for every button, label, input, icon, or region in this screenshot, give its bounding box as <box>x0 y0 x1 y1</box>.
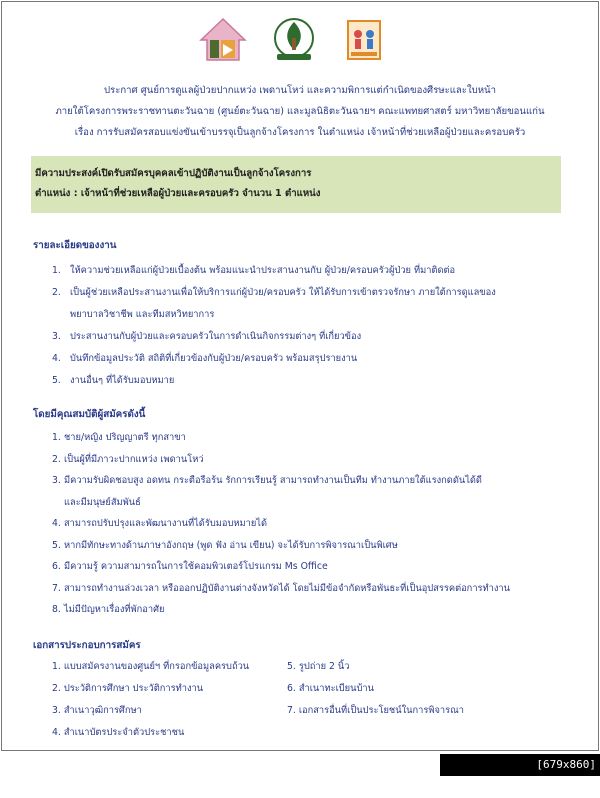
item-text: หากมีทักษะทางด้านภาษาอังกฤษ (พูด ฟัง อ่าน เขียน) จะได้รับการพิจารณาเป็นพิเศษ <box>64 539 398 551</box>
item-text-continued: และมีมนุษย์สัมพันธ์ <box>64 496 141 508</box>
list-item <box>52 326 552 348</box>
house-logo-icon <box>199 16 247 62</box>
item-number: 4. <box>52 353 61 364</box>
item-text: สามารถทำงานล่วงเวลา หรือออกปฏิบัติงานต่างจังหวัดได้ โดยไม่มีข้อจำกัดหรือพันธะที่เป็นอุปสรรคต่อการทำงาน <box>64 582 510 594</box>
image-host-watermark: [679x860] http://upic.me/ <box>440 754 600 776</box>
item-number: 6. <box>52 561 61 572</box>
item-number: 3. <box>52 475 61 486</box>
announcement-line-2: ตำแหน่ง : เจ้าหน้าที่ช่วยเหลือผู้ป่วยและครอบครัว จำนวน 1 ตำแหน่ง <box>35 188 321 199</box>
item-number: 7. <box>52 582 61 594</box>
item-text: งานอื่นๆ ที่ได้รับมอบหมาย <box>70 375 175 386</box>
list-item <box>52 427 552 449</box>
item-text: สามารถปรับปรุงและพัฒนางานที่ได้รับมอบหมายได้ <box>64 518 267 529</box>
documents-right-column <box>287 656 537 722</box>
item-number: 2. <box>52 287 61 298</box>
header-line-2: ภายใต้โครงการพระราชทานตะวันฉาย (ศูนย์ตะวันฉาย) และมูลนิธิตะวันฉายฯ คณะแพทยศาสตร์ มหาวิทยาลัยขอนแก่น <box>55 106 545 117</box>
list-item: 1. แบบสมัครงานของศูนย์ฯ ที่กรอกข้อมูลครบถ้วน <box>52 661 250 672</box>
list-item: 6. สำเนาทะเบียนบ้าน <box>287 683 374 694</box>
document-page <box>1 1 599 751</box>
list-item: 3. สำเนาวุฒิการศึกษา <box>52 705 142 716</box>
children-logo-icon <box>347 20 381 60</box>
documents-left-column <box>52 656 282 744</box>
list-item <box>52 260 552 282</box>
item-number: 5. <box>52 375 61 386</box>
list-item <box>52 348 552 370</box>
item-text: ไม่มีปัญหาเรื่องที่พักอาศัย <box>64 604 165 615</box>
item-number: 5. <box>52 539 61 551</box>
list-item: 7. เอกสารอื่นที่เป็นประโยชน์ในการพิจารณา <box>287 705 464 716</box>
list-item <box>52 556 552 578</box>
item-number: 1. <box>52 432 61 443</box>
item-number: 1. <box>52 265 61 276</box>
job-details-list <box>52 260 552 392</box>
list-item <box>52 513 552 535</box>
position-announcement-box <box>31 156 561 213</box>
item-text: ให้ความช่วยเหลือแก่ผู้ป่วยเบื้องต้น พร้อมแนะนำประสานงานกับ ผู้ป่วย/ครอบครัวผู้ป่วย ที่มาติดต่อ <box>70 265 456 276</box>
list-item <box>52 535 552 557</box>
item-text: เป็นผู้ที่มีภาวะปากแหว่ง เพดานโหว่ <box>64 453 204 465</box>
item-text-continued: พยาบาลวิชาชีพ และทีมสหวิทยาการ <box>70 309 215 320</box>
item-text: บันทึกข้อมูลประวัติ สถิติที่เกี่ยวข้องกับผู้ป่วย/ครอบครัว พร้อมสรุปรายงาน <box>70 353 358 364</box>
list-item <box>52 282 552 326</box>
list-item: 5. รูปถ่าย 2 นิ้ว <box>287 661 350 672</box>
item-number: 3. <box>52 331 61 342</box>
qualifications-heading: โดยมีคุณสมบัติผู้สมัครดังนี้ <box>33 409 146 420</box>
list-item <box>52 449 552 471</box>
item-text: ประสานงานกับผู้ป่วยและครอบครัวในการดำเนินกิจกรรมต่างๆ ที่เกี่ยวข้อง <box>70 331 362 342</box>
item-text: มีความรับผิดชอบสูง อดทน กระตือรือร้น รักการเรียนรู้ สามารถทำงานเป็นทีม ทำงานภายใต้แรงกดดันได้ดี <box>64 475 482 486</box>
list-item <box>52 370 552 392</box>
item-number: 2. <box>52 453 61 465</box>
header-line-1: ประกาศ ศูนย์การดูแลผู้ป่วยปากแหว่ง เพดานโหว่ และความพิการแต่กำเนิดของศีรษะและใบหน้า <box>103 85 497 96</box>
item-text: มีความรู้ ความสามารถในการใช้คอมพิวเตอร์โปรแกรม Ms Office <box>64 561 328 572</box>
logo-row <box>2 16 598 62</box>
item-text: ชาย/หญิง ปริญญาตรี ทุกสาขา <box>64 432 186 443</box>
announcement-header <box>2 80 598 143</box>
documents-heading: เอกสารประกอบการสมัคร <box>33 640 141 651</box>
item-text: เป็นผู้ช่วยเหลือประสานงานเพื่อให้บริการแก่ผู้ป่วย/ครอบครัว ให้ได้รับการเข้าตรวจรักษา ภายใต้การดูแลของ <box>70 287 496 298</box>
announcement-line-1: มีความประสงค์เปิดรับสมัครบุคคลเข้าปฏิบัติงานเป็นลูกจ้างโครงการ <box>35 168 312 179</box>
item-number: 8. <box>52 604 61 615</box>
list-item <box>52 599 552 621</box>
header-line-3: เรื่อง การรับสมัครสอบแข่งขันเข้าบรรจุเป็นลูกจ้างโครงการ ในตำแหน่ง เจ้าหน้าที่ช่วยเหลือผู้ป่วยและครอบครัว <box>74 127 526 138</box>
list-item <box>52 578 552 600</box>
job-details-heading: รายละเอียดของงาน <box>33 240 117 251</box>
list-item: 4. สำเนาบัตรประจำตัวประชาชน <box>52 727 185 738</box>
university-emblem-icon <box>271 16 317 62</box>
qualifications-list <box>52 427 552 621</box>
list-item <box>52 470 552 513</box>
list-item: 2. ประวัติการศึกษา ประวัติการทำงาน <box>52 683 204 694</box>
item-number: 4. <box>52 518 61 529</box>
